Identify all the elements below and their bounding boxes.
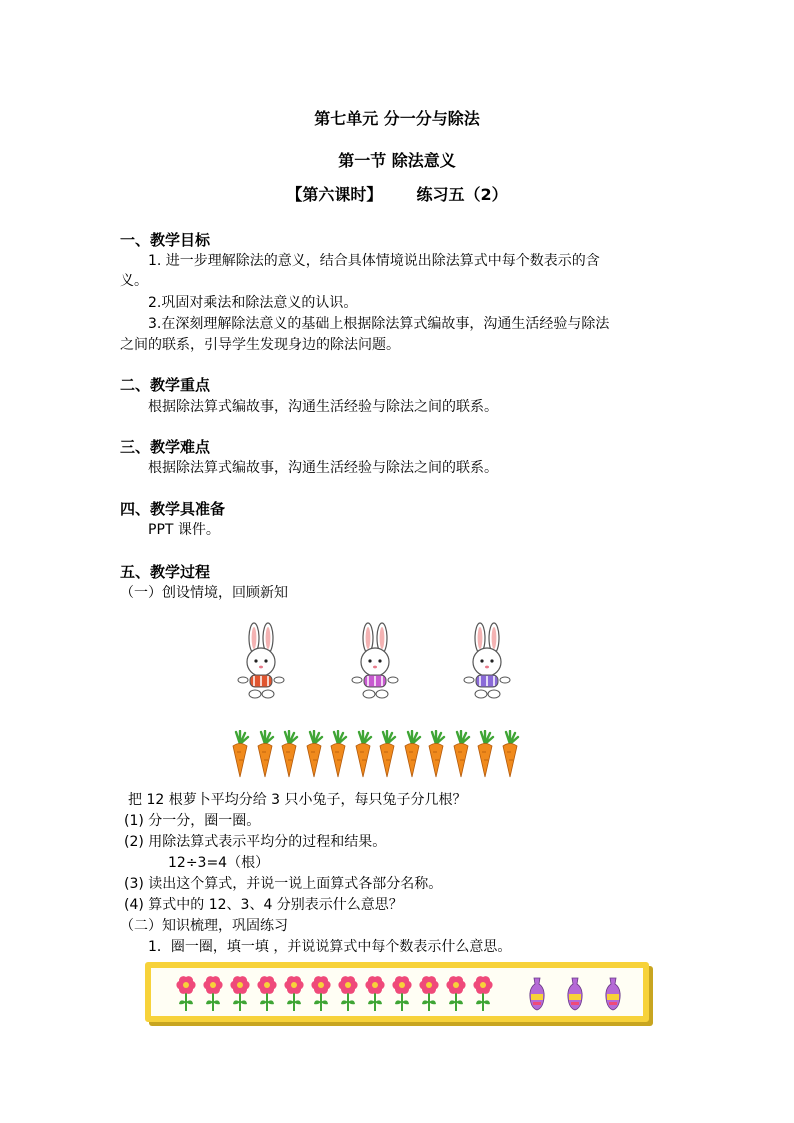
flower-icon	[418, 974, 440, 1012]
goal-item-1-line-2: 义。	[120, 273, 148, 289]
carrot-icon	[498, 730, 522, 778]
flower-icon	[229, 974, 251, 1012]
carrot-icon	[473, 730, 497, 778]
process-equation: 12÷3=4（根）	[168, 855, 270, 871]
flower-icon	[283, 974, 305, 1012]
carrot-icon	[277, 730, 301, 778]
flower-icon	[337, 974, 359, 1012]
lesson-title	[0, 182, 794, 205]
process-part-1: （一）创设情境，回顾新知	[120, 585, 288, 601]
goals-heading: 一、教学目标	[120, 231, 211, 249]
carrot-icon	[302, 730, 326, 778]
key-points-heading: 二、教学重点	[120, 376, 211, 394]
flower-icon	[364, 974, 386, 1012]
lesson-tag: 【第六课时】	[286, 185, 383, 204]
goal-item-3-line-2: 之间的联系，引导学生发现身边的除法问题。	[120, 337, 400, 353]
goal-item-1-line-1: 1. 进一步理解除法的意义，结合具体情境说出除法算式中每个数表示的含	[148, 253, 600, 269]
section-title: 第一节 除法意义	[338, 151, 456, 170]
vase-icon	[603, 976, 623, 1012]
carrot-icon	[326, 730, 350, 778]
key-points-text: 根据除法算式编故事，沟通生活经验与除法之间的联系。	[148, 399, 498, 415]
process-exercise-1: 1．圈一圈，填一填 ，并说说算式中每个数表示什么意思。	[148, 939, 512, 955]
difficulties-heading: 三、教学难点	[120, 438, 211, 456]
flower-icon	[472, 974, 494, 1012]
carrot-icon	[449, 730, 473, 778]
rabbit-icon	[230, 622, 294, 704]
goal-item-2: 2.巩固对乘法和除法意义的认识。	[148, 295, 358, 311]
rabbit-icon	[456, 622, 520, 704]
flower-icon	[445, 974, 467, 1012]
carrot-icon	[253, 730, 277, 778]
carrot-icon	[375, 730, 399, 778]
flowers-vases-illustration	[145, 962, 649, 1022]
vase-icon	[527, 976, 547, 1012]
flower-icon	[310, 974, 332, 1012]
process-part-2: （二）知识梳理，巩固练习	[120, 918, 288, 934]
process-heading: 五、教学过程	[120, 563, 211, 581]
process-question: 把 12 根萝卜平均分给 3 只小兔子，每只兔子分几根？	[128, 792, 467, 808]
carrot-icon	[400, 730, 424, 778]
difficulties-text: 根据除法算式编故事，沟通生活经验与除法之间的联系。	[148, 460, 498, 476]
materials-heading: 四、教学具准备	[120, 500, 226, 518]
unit-title: 第七单元 分一分与除法	[314, 109, 480, 128]
vase-icon	[565, 976, 585, 1012]
materials-text: PPT 课件。	[148, 522, 220, 538]
flower-icon	[202, 974, 224, 1012]
process-step-1: (1) 分一分，圈一圈。	[124, 813, 261, 829]
lesson-name: 练习五（2）	[416, 185, 508, 204]
rabbit-illustration	[230, 622, 520, 704]
flower-icon	[175, 974, 197, 1012]
carrot-icon	[424, 730, 448, 778]
process-step-4: (4) 算式中的 12、3、4 分别表示什么意思？	[124, 897, 403, 913]
process-step-2: (2) 用除法算式表示平均分的过程和结果。	[124, 834, 387, 850]
flower-icon	[256, 974, 278, 1012]
carrot-illustration	[228, 730, 524, 780]
flower-icon	[391, 974, 413, 1012]
process-step-3: (3) 读出这个算式，并说一说上面算式各部分名称。	[124, 876, 443, 892]
rabbit-icon	[344, 622, 408, 704]
carrot-icon	[228, 730, 252, 778]
goal-item-3-line-1: 3.在深刻理解除法意义的基础上根据除法算式编故事，沟通生活经验与除法	[148, 316, 610, 332]
carrot-icon	[351, 730, 375, 778]
